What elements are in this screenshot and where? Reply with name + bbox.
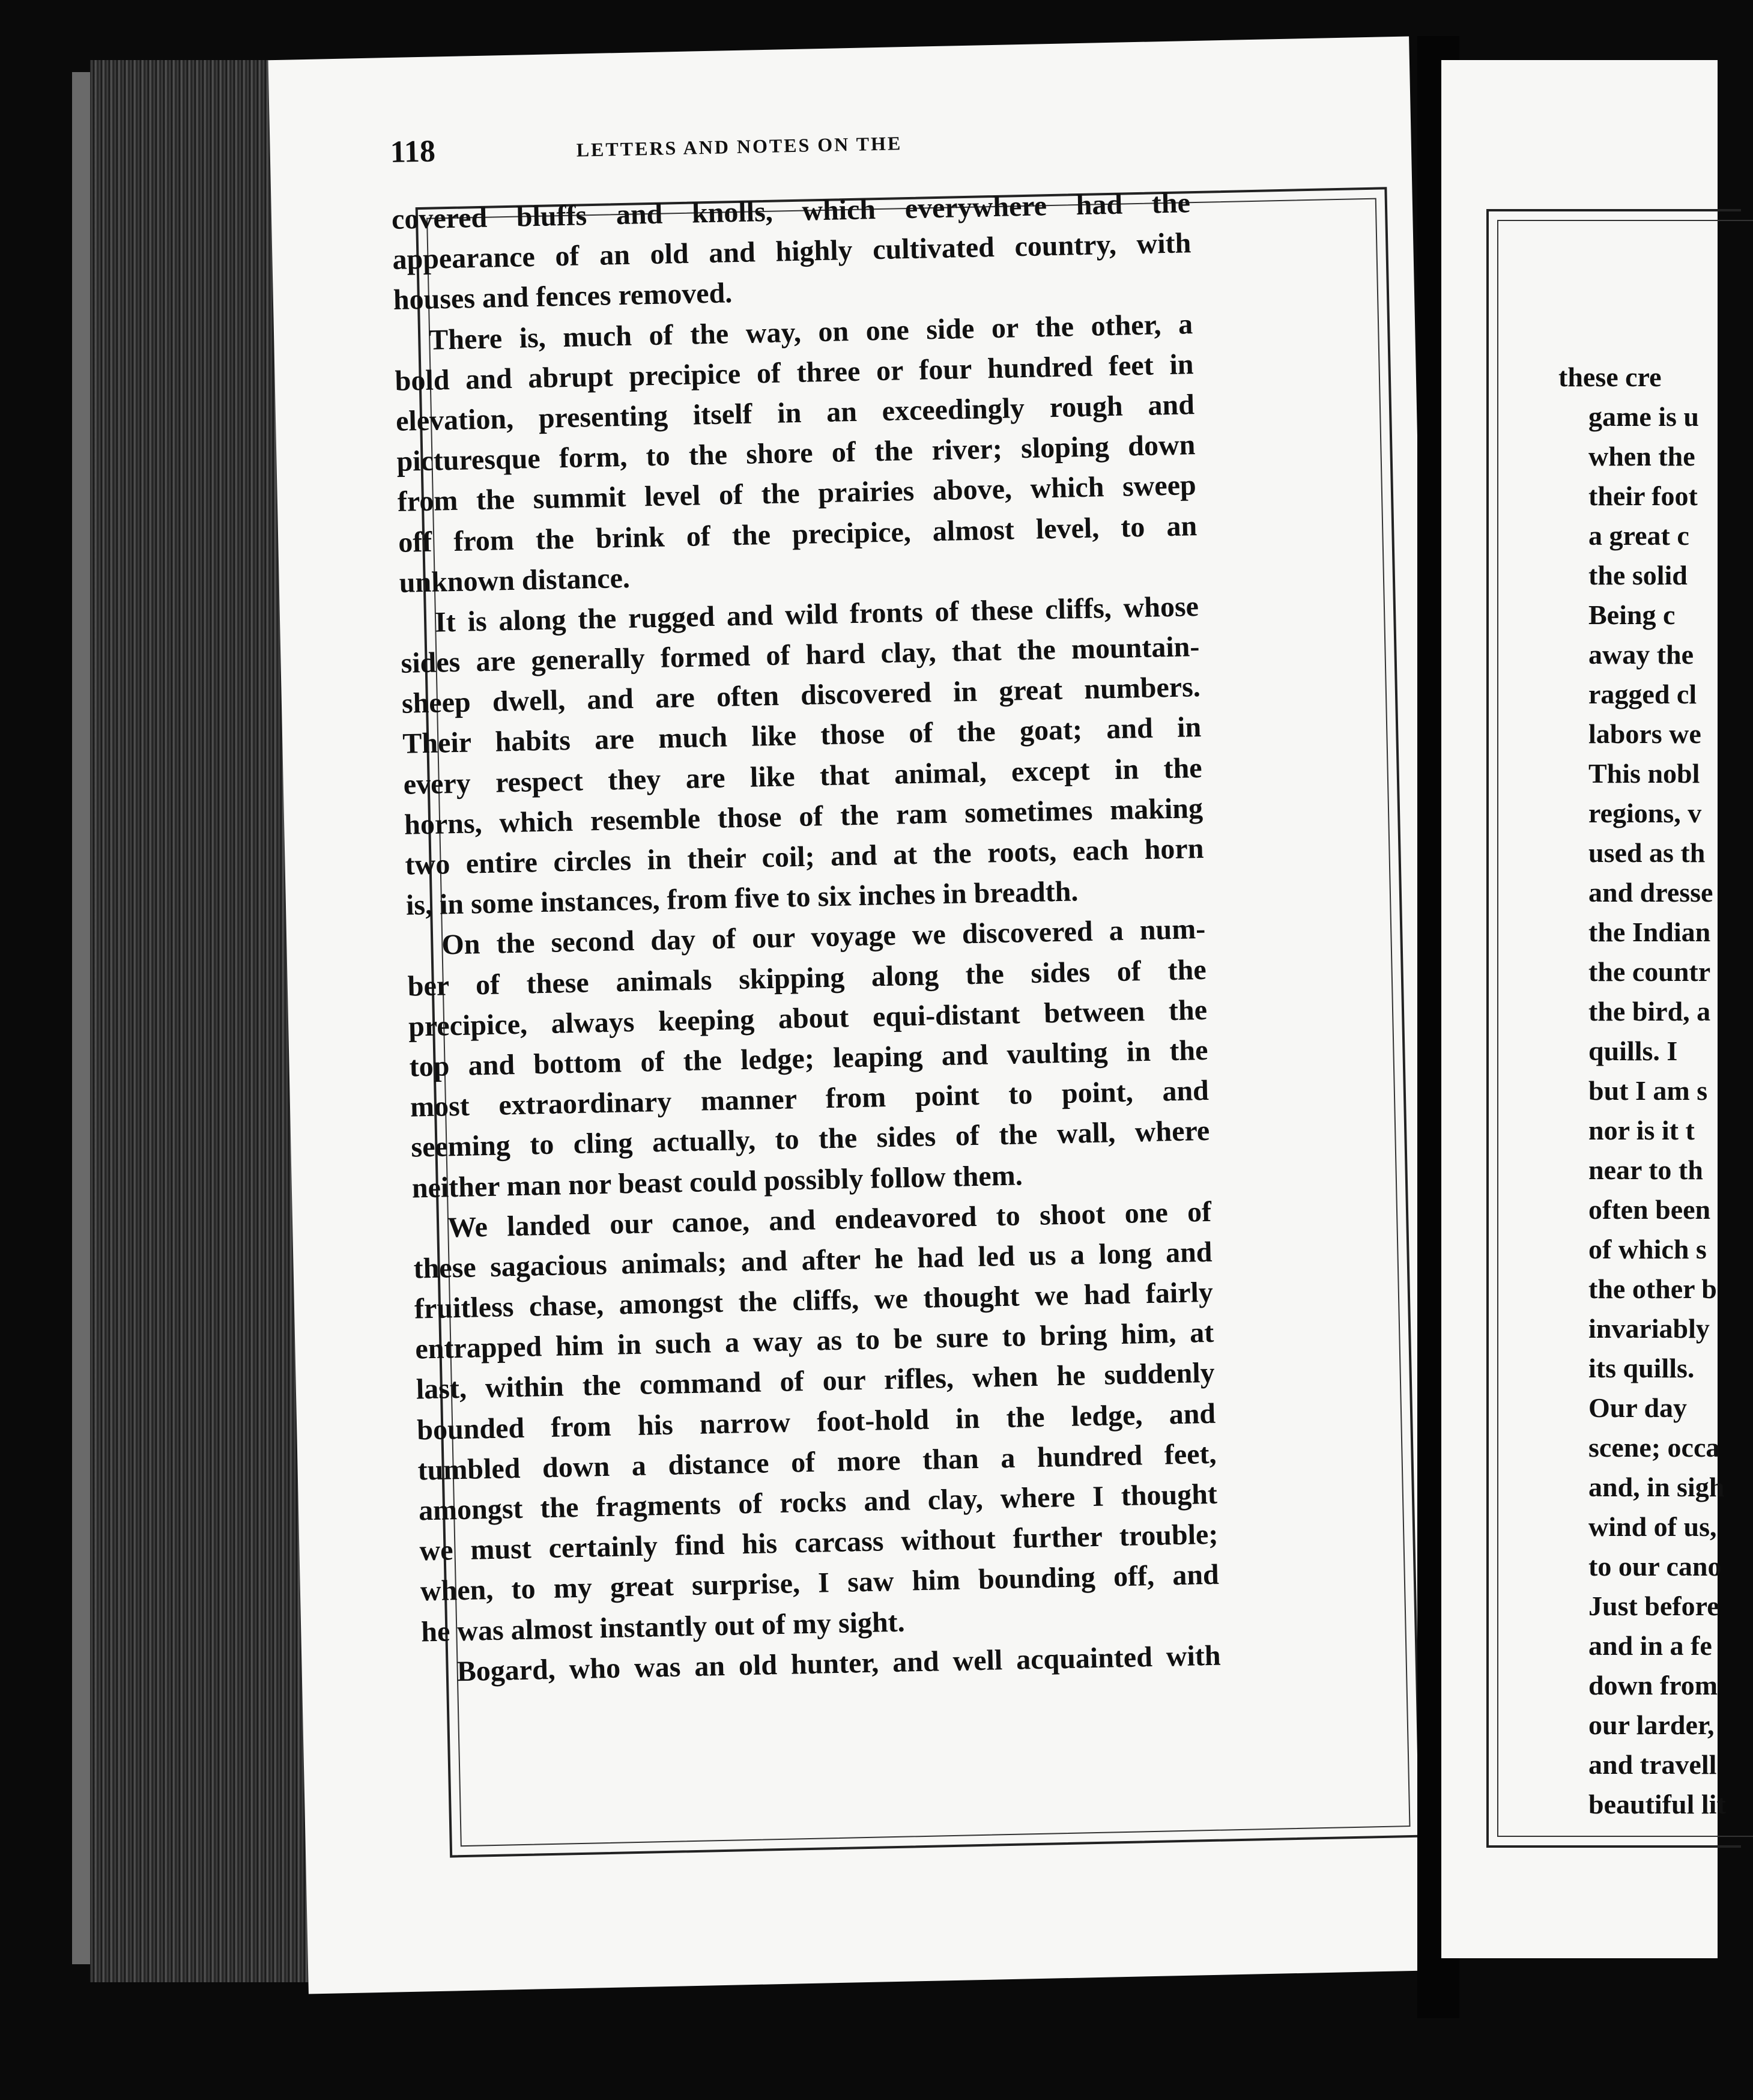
text-line: seeming to cling actually, to the sides of the wall, where bbox=[410, 1115, 1210, 1164]
text-line: Bogard, who was an old hunter, and well acquainted with bbox=[456, 1639, 1222, 1687]
text-line: we must certainly find his carcass without further trouble; bbox=[419, 1518, 1219, 1567]
text-line: elevation, presenting itself in an exceedingly rough and bbox=[395, 389, 1195, 437]
right-text-line: invariably bbox=[1588, 1313, 1710, 1344]
right-text-line: their foot bbox=[1588, 481, 1698, 511]
text-line: he was almost instantly out of my sight. bbox=[420, 1606, 906, 1648]
right-text-line: the bird, a bbox=[1588, 996, 1711, 1027]
right-text-line: regions, v bbox=[1588, 798, 1702, 828]
right-text-line: of which s bbox=[1588, 1234, 1707, 1264]
right-text-line: used as th bbox=[1588, 837, 1706, 868]
text-line: It is along the rugged and wild fronts of these cliffs, whose bbox=[434, 590, 1199, 639]
text-line: when, to my great surprise, I saw him bounding off, and bbox=[420, 1559, 1220, 1607]
text-line: from the summit level of the prairies above, which sweep bbox=[397, 469, 1197, 518]
text-line: neither man nor beast could possibly follow them. bbox=[411, 1159, 1023, 1204]
right-text-line: near to th bbox=[1588, 1155, 1703, 1185]
right-text-line: and dresse bbox=[1588, 877, 1713, 908]
text-line: On the second day of our voyage we discovered a num- bbox=[441, 913, 1206, 961]
text-line: is, in some instances, from five to six inches in breadth. bbox=[405, 875, 1079, 921]
right-text-line: away the bbox=[1588, 639, 1694, 670]
right-text-line: quills. I bbox=[1588, 1036, 1678, 1066]
right-text-line: and travell bbox=[1588, 1749, 1717, 1780]
running-head: LETTERS AND NOTES ON THE bbox=[576, 132, 903, 161]
right-text-line: This nobl bbox=[1588, 758, 1700, 789]
left-page bbox=[268, 36, 1449, 1994]
text-line: appearance of an old and highly cultivated country, with bbox=[392, 227, 1191, 276]
text-line: precipice, always keeping about equi-distant between the bbox=[408, 994, 1208, 1043]
text-line: There is, much of the way, on one side or the other, a bbox=[428, 308, 1193, 356]
right-text-line: nor is it t bbox=[1588, 1115, 1695, 1146]
right-text-line: labors we bbox=[1588, 718, 1701, 749]
right-body-text bbox=[1558, 357, 1739, 1824]
text-line: We landed our canoe, and endeavored to shoot one of bbox=[447, 1195, 1212, 1244]
right-text-line: the solid bbox=[1588, 560, 1688, 590]
page-number: 118 bbox=[390, 134, 436, 170]
text-line: last, within the command of our rifles, when he suddenly bbox=[416, 1357, 1216, 1406]
right-page bbox=[1441, 60, 1726, 1958]
right-text-line: often been bbox=[1588, 1194, 1711, 1225]
right-text-line: our larder, bbox=[1588, 1710, 1715, 1740]
right-text-line: Our day bbox=[1588, 1392, 1688, 1423]
text-line: these sagacious animals; and after he had led us a long and bbox=[413, 1236, 1213, 1285]
text-line: tumbled down a distance of more than a hundred feet, bbox=[417, 1437, 1217, 1487]
text-line: sides are generally formed of hard clay, that the mountain- bbox=[401, 631, 1200, 679]
text-line: off from the brink of the precipice, almost level, to an bbox=[398, 509, 1197, 559]
right-text-line: but I am s bbox=[1588, 1075, 1708, 1106]
right-text-line: game is u bbox=[1588, 401, 1699, 432]
text-line: Their habits are much like those of the goat; and in bbox=[402, 711, 1202, 760]
right-text-line: and, in sigh bbox=[1588, 1472, 1725, 1502]
text-line: top and bottom of the ledge; leaping and vaulting in the bbox=[409, 1034, 1208, 1083]
right-text-line: beautiful lit bbox=[1588, 1789, 1726, 1819]
right-text-line: Being c bbox=[1588, 599, 1676, 630]
body-text bbox=[391, 183, 1221, 1692]
right-text-line: when the bbox=[1588, 441, 1695, 472]
text-line: ber of these animals skipping along the sides of the bbox=[407, 953, 1207, 1003]
text-line: amongst the fragments of rocks and clay, where I thought bbox=[418, 1478, 1218, 1527]
text-line: picturesque form, to the shore of the river; sloping down bbox=[396, 429, 1196, 478]
right-text-line: its quills. bbox=[1588, 1353, 1695, 1383]
text-line: most extraordinary manner from point to point, and bbox=[410, 1074, 1210, 1123]
text-line: houses and fences removed. bbox=[393, 277, 733, 317]
right-text-line: to our cano bbox=[1588, 1551, 1722, 1582]
page-header bbox=[390, 117, 1231, 183]
right-text-line: and in a fe bbox=[1588, 1630, 1712, 1661]
right-text-line: the other b bbox=[1588, 1273, 1717, 1304]
right-text-line: the countr bbox=[1588, 956, 1711, 987]
text-line: two entire circles in their coil; and at the roots, each horn bbox=[405, 832, 1204, 881]
right-text-line: the Indian bbox=[1588, 917, 1711, 947]
text-line: horns, which resemble those of the ram sometimes making bbox=[404, 792, 1203, 841]
right-text-line: down from bbox=[1588, 1670, 1718, 1701]
text-line: covered bluffs and knolls, which everywhere had the bbox=[391, 187, 1191, 235]
right-text-line: wind of us, bbox=[1588, 1511, 1717, 1542]
right-text-line: these cre bbox=[1558, 362, 1662, 392]
text-line: sheep dwell, and are often discovered in great numbers. bbox=[401, 671, 1201, 720]
right-text-line: Just before bbox=[1588, 1591, 1719, 1621]
text-line: fruitless chase, amongst the cliffs, we thought we had fairly bbox=[414, 1276, 1214, 1325]
text-line: bold and abrupt precipice of three or four hundred feet in bbox=[395, 348, 1194, 397]
right-text-line: scene; occa bbox=[1588, 1432, 1720, 1463]
text-line: unknown distance. bbox=[399, 562, 631, 599]
text-line: entrapped him in such a way as to be sure to bring him, at bbox=[414, 1316, 1214, 1365]
text-line: bounded from his narrow foot-hold in the ledge, and bbox=[416, 1397, 1216, 1446]
right-text-line: ragged cl bbox=[1588, 679, 1697, 709]
text-line: every respect they are like that animal, except in the bbox=[403, 751, 1203, 801]
right-text-line: a great c bbox=[1588, 520, 1689, 551]
